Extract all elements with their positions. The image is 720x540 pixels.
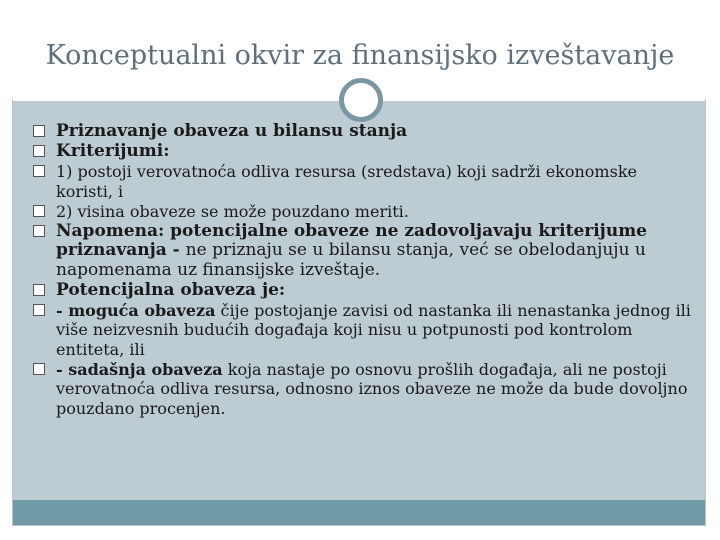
bullet-bold-text: Potencijalna obaveza je:	[56, 279, 286, 300]
bullet-text: čije postojanje zavisi od nastanka ili nenastanka jednog ili više neizvesnih budućih događaja koji nisu u potpunosti pod kontrolom entiteta, ili	[56, 300, 691, 359]
bullet-list	[33, 122, 697, 419]
bullet-box-icon	[33, 125, 45, 137]
bullet-item	[33, 281, 697, 301]
bullet-item	[33, 162, 697, 201]
bullet-box-icon	[33, 165, 45, 177]
bullet-box-icon	[33, 304, 45, 316]
bullet-bold-text: Kriterijumi:	[56, 141, 170, 161]
bullet-text: 1) postoji verovatnoća odliva resursa (sredstava) koji sadrži ekonomske koristi, i	[56, 162, 637, 201]
bullet-bold-text: Napomena: potencijalne obaveze ne zadovoljavaju kriterijume priznavanja -	[56, 220, 647, 260]
bullet-box-icon	[33, 205, 45, 217]
footer-bar	[13, 500, 705, 525]
bullet-box-icon	[33, 284, 45, 296]
bullet-bold-text: - sadašnja obaveza	[56, 359, 223, 379]
bullet-box-icon	[33, 145, 45, 157]
bullet-item	[33, 301, 697, 360]
bullet-text: ne priznaju se u bilansu stanja, već se obelodanjuju u napomenama uz finansijske izveštaje.	[56, 240, 646, 280]
bullet-item	[33, 222, 697, 281]
bullet-bold-text: Priznavanje obaveza u bilansu stanja	[56, 121, 408, 141]
bullet-item	[33, 202, 697, 222]
slide-title: Konceptualni okvir za finansijsko izveštavanje	[45, 40, 675, 71]
bullet-text: koja nastaje po osnovu prošlih događaja, ali ne postoji verovatnoća odliva resursa, odnosno iznos obaveze ne može da bude dovoljno pouzdano procenjen.	[56, 359, 688, 418]
bullet-item	[33, 142, 697, 162]
bullet-bold-text: - moguća obaveza	[56, 300, 216, 320]
bullet-text: 2) visina obaveze se može pouzdano meriti.	[56, 201, 409, 221]
bullet-box-icon	[33, 363, 45, 375]
bullet-box-icon	[33, 225, 45, 237]
circle-ornament-icon	[339, 78, 383, 122]
bullet-item	[33, 122, 697, 142]
bullet-item	[33, 360, 697, 419]
